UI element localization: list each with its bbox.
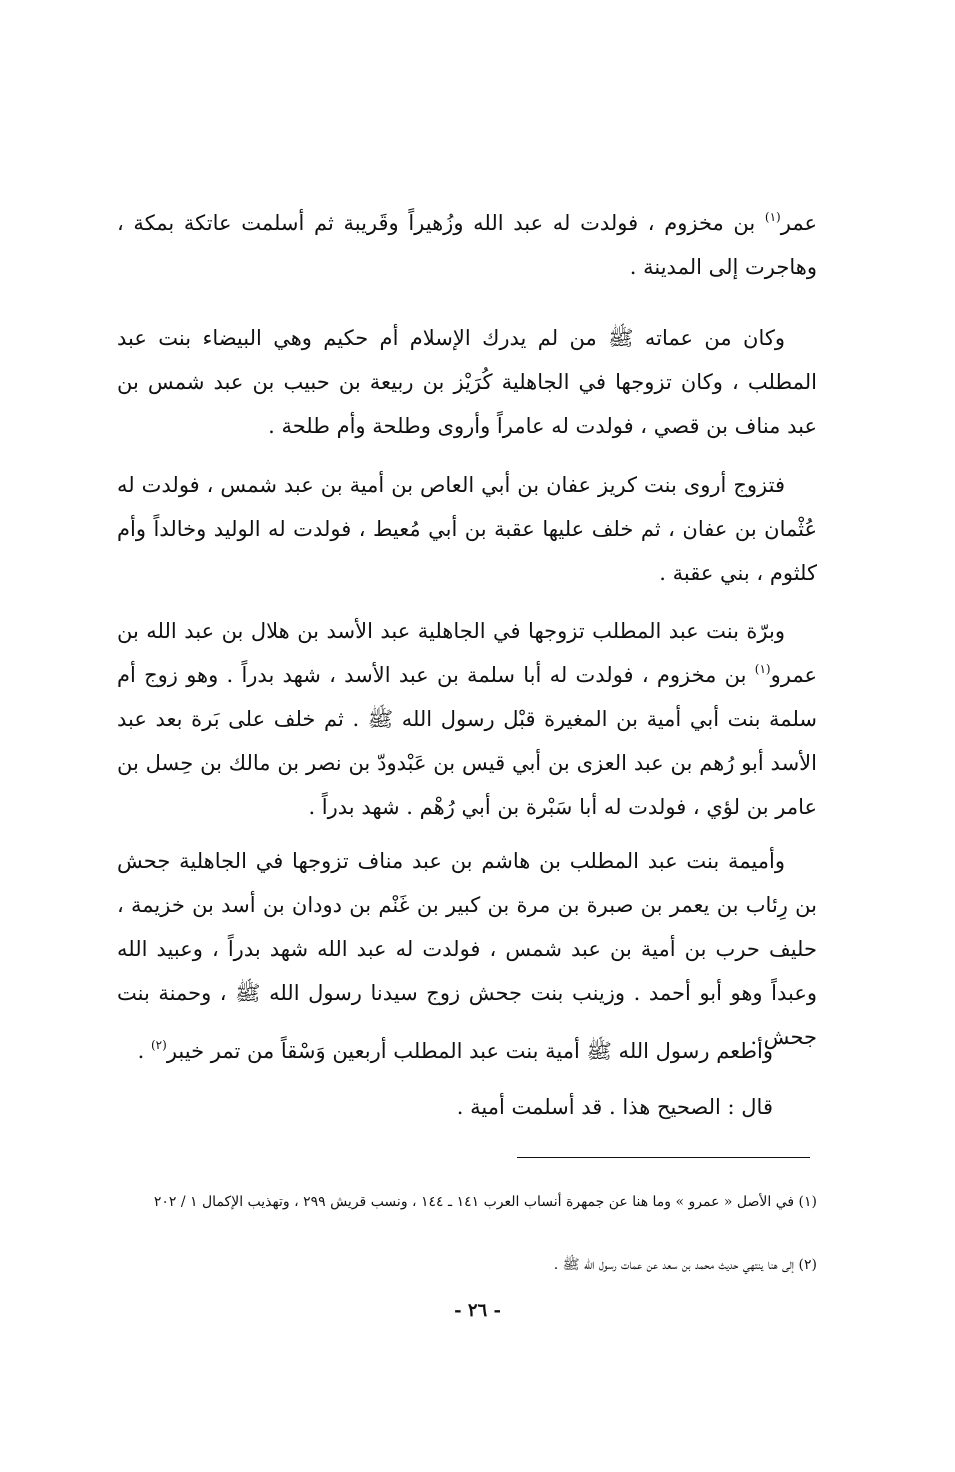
footnote-separator bbox=[517, 1157, 810, 1158]
paragraph-1-text-a: عمر bbox=[780, 211, 817, 235]
paragraph-5: وأميمة بنت عبد المطلب بن هاشم بن عبد مناف تزوجها في الجاهلية جحش بن رِئاب بن يعمر بن صبرة بن مرة بن كبير بن غَنْم بن دودان بن أسد بن خزيمة ، حليف حرب بن أمية بن عبد شمس ، فولدت له عبد الله شهد بدراً ، وعبيد الله وعبداً وهو أبو أحمد . وزينب بنت جحش زوج سيدنا رسول الله ﷺ ، وحمنة بنت جحش . bbox=[117, 849, 817, 1049]
paragraph-4 bbox=[117, 609, 817, 829]
footnote-2: (٢) إلى هنا ينتهي حديث محمد بن سعد عن عمات رسول الله ﷺ . bbox=[553, 1257, 817, 1273]
paragraph-4-text-a: وبرّة بنت عبد المطلب تزوجها في الجاهلية عبد الأسد بن هلال بن عبد الله بن عمرو bbox=[117, 619, 817, 687]
paragraph-6 bbox=[138, 1029, 773, 1073]
footnote-marker-2: (٢) bbox=[150, 1038, 167, 1052]
page-number: - ٢٦ - bbox=[454, 1300, 501, 1321]
paragraph-1-text-b: بن مخزوم ، فولدت له عبد الله وزُهيراً وقَريبة ثم أسلمت عاتكة بمكة ، وهاجرت إلى المدينة . bbox=[117, 211, 817, 279]
paragraph-2: وكان من عماته ﷺ من لم يدرك الإسلام أم حكيم وهي البيضاء بنت عبد المطلب ، وكان تزوجها في الجاهلية كُرَيْز بن ربيعة بن حبيب بن عبد شمس بن عبد مناف بن قصي ، فولدت له عامراً وأروى وطلحة وأم طلحة . bbox=[117, 326, 817, 438]
paragraph-1 bbox=[117, 201, 817, 289]
paragraph-6-text-a: وأطعم رسول الله ﷺ أمية بنت عبد المطلب أربعين وَسْقاً من تمر خيبر bbox=[166, 1039, 773, 1063]
footnote-marker-1: (١) bbox=[764, 210, 781, 224]
paragraph-4-text-b: بن مخزوم ، فولدت له أبا سلمة بن عبد الأسد ، شهد بدراً . وهو زوج أم سلمة بنت أبي أمية بن المغيرة قبْل رسول الله ﷺ . ثم خلف على بَرة بعد عبد الأسد أبو رُهم بن عبد العزى بن أبي قيس بن عَبْدودّ بن نصر بن مالك بن حِسل بن عامر بن لؤي ، فولدت له أبا سَبْرة بن أبي رُهْم . شهد بدراً . bbox=[117, 663, 817, 819]
paragraph-7: قال : الصحيح هذا . قد أسلمت أمية . bbox=[456, 1095, 773, 1119]
paragraph-6-text-b: . bbox=[137, 1039, 151, 1063]
footnote-marker-1b: (١) bbox=[754, 662, 771, 676]
paragraph-3: فتزوج أروى بنت كريز عفان بن أبي العاص بن أمية بن عبد شمس ، فولدت له عُثْمان بن عفان ، ثم خلف عليها عقبة بن أبي مُعيط ، فولدت له الوليد وخالداً وأم كلثوم ، بني عقبة . bbox=[117, 473, 817, 585]
footnote-1: (١) في الأصل « عمرو » وما هنا عن جمهرة أنساب العرب ١٤١ ـ ١٤٤ ، ونسب قريش ٢٩٩ ، وتهذيب الإكمال ١ / ٢٠٢ bbox=[153, 1194, 817, 1210]
